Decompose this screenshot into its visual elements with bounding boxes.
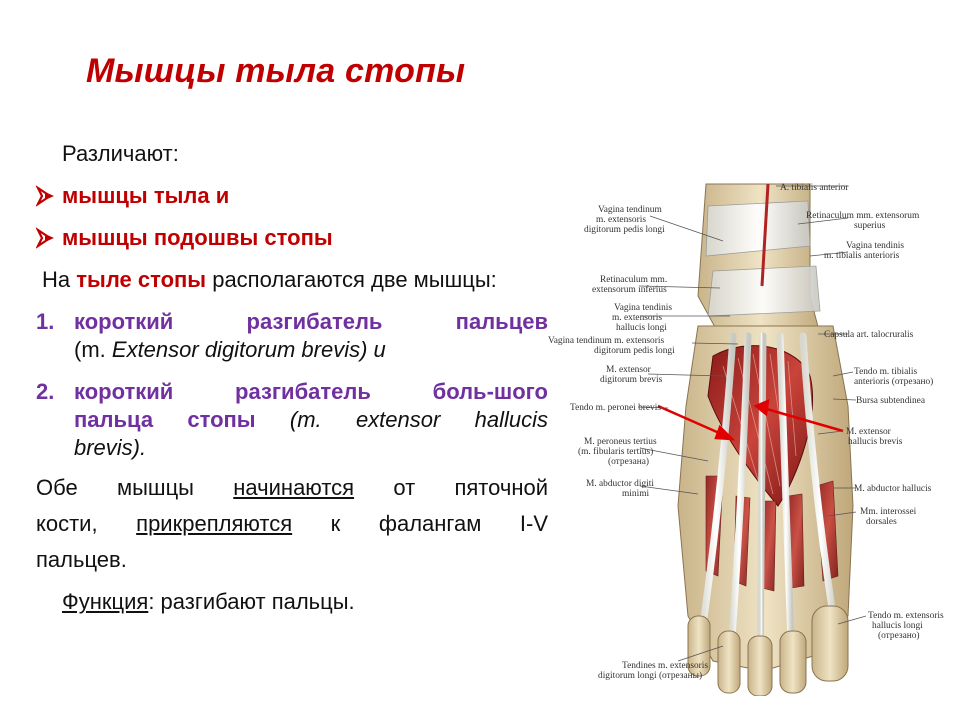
figure-label: Capsula art. talocruralis <box>824 330 914 340</box>
figure-label: Retinaculum mm. extensorum superius <box>806 211 920 231</box>
arrow-bullet-icon <box>36 224 58 252</box>
bullet-item <box>36 224 548 252</box>
text-fragment: : разгибают пальцы. <box>148 589 355 614</box>
item-number: 2. <box>36 379 55 404</box>
figure-label: Bursa subtendinea <box>856 396 925 406</box>
figure-label: Vagina tendinum m. extensoris digitorum pedis longi <box>584 205 665 235</box>
highlight-text: тыле стопы <box>76 267 207 292</box>
text-fragment: Обе мышцы <box>36 475 234 500</box>
underlined-term: Функция <box>62 589 149 614</box>
figure-label: A. tibialis anterior <box>780 183 849 193</box>
slide-title: Мышцы тыла стопы <box>86 52 466 90</box>
figure-label: Retinaculum mm. extensorum inferius <box>592 275 668 295</box>
text-line <box>36 474 548 502</box>
text-fragment: к фалангам I-V <box>292 511 548 536</box>
numbered-item <box>36 308 548 364</box>
paragraph-location <box>36 266 548 294</box>
item-number: 1. <box>36 309 55 334</box>
figure-label: Tendo m. extensoris hallucis longi (отрезано) <box>868 611 944 641</box>
underlined-term: прикрепляются <box>136 511 293 536</box>
latin-name: (m. extensor hallucis <box>255 407 548 432</box>
figure-label: Tendo m. peronei brevis <box>570 403 661 413</box>
figure-label: M. abductor hallucis <box>854 484 932 494</box>
item-title-cont: пальца стопы <box>74 407 256 432</box>
text-fragment: от пяточной <box>354 475 548 500</box>
figure-label: M. extensor digitorum brevis <box>600 365 663 385</box>
item-title: короткий разгибатель пальцев <box>74 309 548 334</box>
figure-label: Vagina tendinum m. extensoris digitorum pedis longi <box>548 336 675 356</box>
text-fragment: располагаются две мышцы: <box>206 267 497 292</box>
figure-label: Tendo m. tibialis anterioris (отрезано) <box>854 367 934 387</box>
figure-label: Tendines m. extensoris digitorum longi (отрезаны) <box>598 661 709 681</box>
item-title: короткий разгибатель боль-шого <box>74 379 548 404</box>
slide-body <box>36 140 548 616</box>
underlined-term: начинаются <box>233 475 355 500</box>
figure-label: Vagina tendinis m. extensoris hallucis longi <box>612 303 673 333</box>
arrow-bullet-icon <box>36 182 58 210</box>
text-fragment: (m. <box>74 337 112 362</box>
figure-label: Mm. interossei dorsales <box>860 507 917 527</box>
numbered-item <box>36 378 548 462</box>
paragraph-attachment <box>36 474 548 574</box>
function-line <box>36 588 548 616</box>
text-fragment: На <box>42 267 77 292</box>
bullet-text: мышцы тыла и <box>62 183 230 208</box>
latin-name-cont: brevis). <box>74 435 147 460</box>
intro-text: Различают: <box>62 141 179 166</box>
figure-label: M. extensor hallucis brevis <box>846 427 903 447</box>
figure-label: Vagina tendinis m. tibialis anterioris <box>824 241 905 261</box>
item-body <box>74 308 548 364</box>
text-fragment: кости, <box>36 511 137 536</box>
figure-label: M. abductor digiti minimi <box>586 479 654 499</box>
item-latin <box>74 336 548 364</box>
bullet-text: мышцы подошвы стопы <box>62 225 333 250</box>
bullet-item <box>36 182 548 210</box>
text-line: пальцев. <box>36 547 127 572</box>
figure-label: M. peroneus tertius (m. fibularis tertius) (отрезана) <box>578 437 657 467</box>
text-line <box>36 510 548 538</box>
item-line <box>74 406 548 434</box>
latin-name: Extensor digitorum brevis) и <box>111 337 386 362</box>
foot-anatomy-illustration <box>548 176 948 696</box>
item-body <box>74 378 548 462</box>
